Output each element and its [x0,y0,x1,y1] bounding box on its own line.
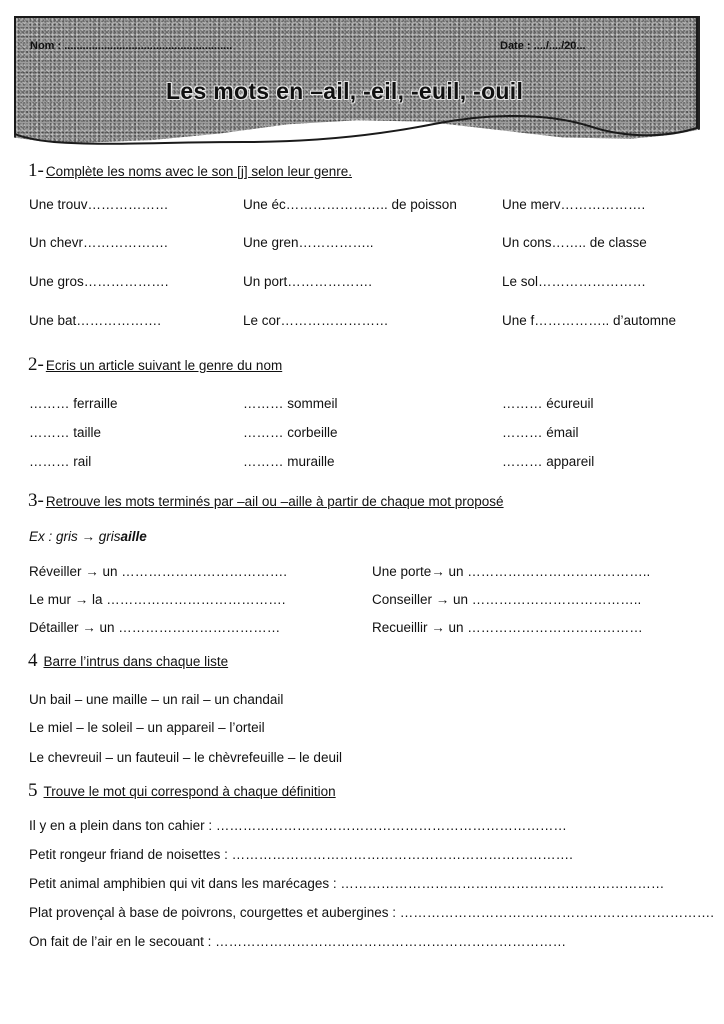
s2-cell: ……… corbeille [243,425,338,440]
s3-example [29,529,147,544]
name-field-label: Nom : ....................................................... [30,40,233,52]
s2-cell: ……… émail [502,425,579,440]
s2-cell: ……… rail [29,454,92,469]
s1-cell: Une f…………….. d’automne [502,313,677,328]
s2-cell: ……… appareil [502,454,595,469]
s1-cell: Un chevr………………. [29,235,168,250]
section-2-number: 2- [28,354,44,375]
page-title: Les mots en –ail, -eil, -euil, -ouil [166,78,524,104]
s5-line: On fait de l’air en le secouant : …………………………………………………………………… [29,934,567,949]
section-5-title: Trouve le mot qui correspond à chaque définition [43,784,336,799]
section-1-title: Complète les noms avec le son [j] selon leur genre. [45,164,352,179]
s4-line: Le chevreuil – un fauteuil – le chèvrefeuille – le deuil [29,750,342,765]
section-3-heading [28,490,504,512]
s1-cell: Une éc………………….. de poisson [243,197,457,212]
s3-example-prefix: Ex : gris → gris [29,529,121,544]
s5-line: Petit animal amphibien qui vit dans les marécages : ……………………………………………………………… [29,876,665,891]
s1-cell: Une gros………………. [29,274,169,289]
s1-cell: Une gren…………….. [243,235,374,250]
s5-line: Plat provençal à base de poivrons, courgettes et aubergines : ……………………………………………………………. [29,905,714,920]
s3-cell: Conseiller → un ……………………………….. [372,592,642,607]
s3-example-bold: aille [120,529,147,544]
s2-cell: ……… muraille [243,454,335,469]
section-3-title: Retrouve les mots terminés par –ail ou –aille à partir de chaque mot proposé [45,494,504,509]
section-5-number: 5 [28,780,38,801]
s1-cell: Une bat………………. [29,313,162,328]
s2-cell: ……… taille [29,425,102,440]
section-2-title: Ecris un article suivant le genre du nom [45,358,283,373]
s4-line: Un bail – une maille – un rail – un chandail [29,692,284,707]
section-1-heading [28,160,352,182]
s1-cell: Le cor…………………… [243,313,389,328]
s3-cell: Réveiller → un ………………………………. [29,564,288,579]
s5-line: Petit rongeur friand de noisettes : …………………………………………………………………. [29,847,573,862]
s2-cell: ……… ferraille [29,396,118,411]
section-2-heading [28,354,282,376]
s4-line: Le miel – le soleil – un appareil – l’orteil [29,720,265,735]
s2-cell: ……… sommeil [243,396,338,411]
s1-cell: Un port………………. [243,274,373,289]
s2-cell: ……… écureuil [502,396,594,411]
section-4-heading [28,650,228,672]
section-3-number: 3- [28,490,44,511]
date-field-label: Date : ..../..../20... [500,40,586,52]
s3-cell: Le mur → la …………………………………. [29,592,286,607]
s5-line: Il y en a plein dans ton cahier : …………………………………………………………………… [29,818,567,833]
s1-cell: Un cons…….. de classe [502,235,647,250]
s1-cell: Une trouv……………… [29,197,169,212]
section-1-number: 1- [28,160,44,181]
s3-cell: Détailler → un ……………………………… [29,620,281,635]
s1-cell: Le sol…………………… [502,274,647,289]
section-4-title: Barre l’intrus dans chaque liste [43,654,229,669]
s1-cell: Une merv………………. [502,197,646,212]
s3-cell: Une porte→ un ………………………………….. [372,564,651,579]
section-5-heading [28,780,336,802]
s3-cell: Recueillir → un ………………………………… [372,620,643,635]
section-4-number: 4 [28,650,38,671]
